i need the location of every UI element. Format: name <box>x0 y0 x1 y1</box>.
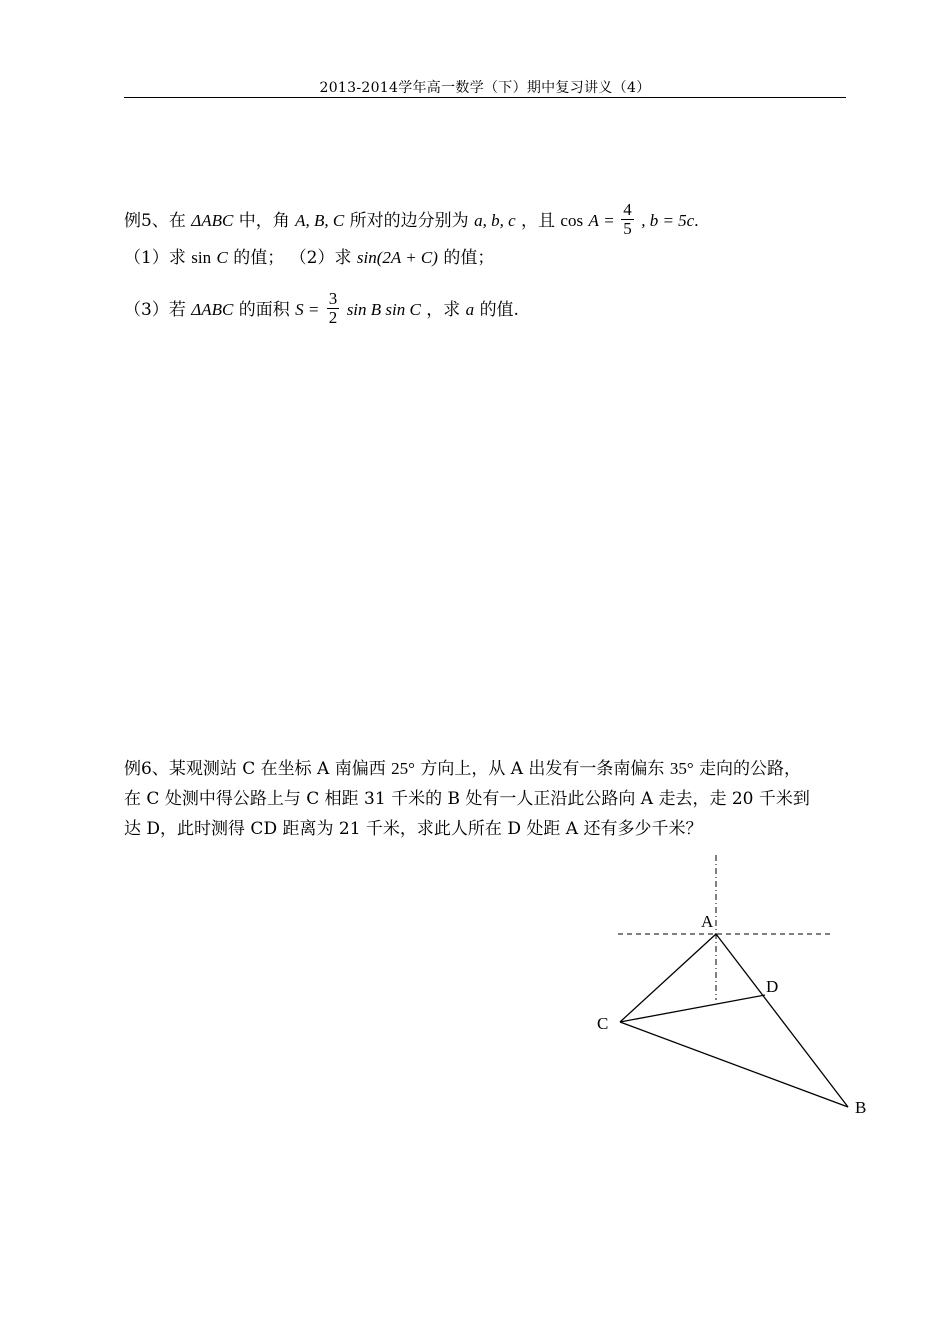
fraction-4-5 <box>621 201 634 238</box>
sides-vars: a, b, c <box>474 211 516 230</box>
frac-numerator: 3 <box>328 289 338 308</box>
segment-CD <box>620 995 765 1022</box>
q3-text-find: ，求 <box>426 300 461 320</box>
intro-text-mid2: 所对的边分别为 <box>349 211 469 231</box>
triangle-diagram <box>580 850 880 1130</box>
intro-text-mid3: ，且 <box>521 211 556 231</box>
label-A: A <box>701 912 714 931</box>
q3-text-area: 的面积 <box>238 300 290 320</box>
example6-line1 <box>124 758 801 780</box>
q1-suffix: 的值； <box>233 248 285 268</box>
q3-var: a <box>465 300 475 319</box>
q2-expression: sin(2A + C) <box>356 248 438 267</box>
frac-numerator: 4 <box>623 200 632 219</box>
frac-denominator: 5 <box>623 219 632 238</box>
q2-label: （2）求 <box>289 248 352 268</box>
q1-sin: sin <box>191 248 212 267</box>
example6-line3: 达 D，此时测得 CD 距离为 21 千米，求此人所在 D 处距 A 还有多少千米？ <box>124 819 703 839</box>
ex6-text-a: 例6、某观测站 C 在坐标 A 南偏西 <box>124 759 386 779</box>
q3-suffix: 的值. <box>479 300 519 320</box>
segment-AB <box>716 934 848 1107</box>
label-D: D <box>766 977 779 996</box>
q3-label: （3）若 <box>124 300 186 320</box>
header-rule <box>124 97 846 98</box>
triangle-symbol: ΔABC <box>191 211 234 230</box>
q3-triangle: ΔABC <box>191 300 234 319</box>
q3-expression: sin B sin C <box>346 300 421 319</box>
fraction-3-2 <box>327 290 340 327</box>
angle-25: 25° <box>391 759 415 778</box>
example6-line2: 在 C 处测中得公路上与 C 相距 31 千米的 B 处有一人正沿此公路向 A 走去，走 20 千米到 <box>124 789 810 809</box>
ex6-text-b: 方向上，从 A 出发有一条南偏东 <box>420 759 665 779</box>
segment-CB <box>620 1022 848 1107</box>
angles-vars: A, B, C <box>295 211 345 230</box>
ex6-text-c: 走向的公路， <box>699 759 802 779</box>
label-C: C <box>597 1014 609 1033</box>
angle-35: 35° <box>669 759 694 778</box>
cos-var: A <box>588 211 599 230</box>
q3-S: S = <box>295 300 320 319</box>
condition-b-5c: , b = 5c <box>641 211 695 230</box>
example5-intro: 例5、在 ΔABC 中，角 A, B, C 所对的边分别为 a, b, c ，且 cos A = $\frac{4}{5}$ , b = 5c. <box>124 200 699 238</box>
frac-denominator: 2 <box>328 308 338 327</box>
label-B: B <box>855 1098 867 1117</box>
segment-AC <box>620 934 716 1022</box>
q1-label: （1）求 <box>124 248 186 268</box>
equals-sign: = <box>604 211 614 230</box>
example5-q3 <box>124 289 519 329</box>
page-header-title: 2013-2014学年高一数学（下）期中复习讲义（4） <box>319 80 651 96</box>
example5-q1-q2 <box>124 247 494 269</box>
intro-text-mid: 中，角 <box>238 211 290 231</box>
q2-suffix: 的值； <box>443 248 495 268</box>
q1-var: C <box>216 248 228 267</box>
cos-func: cos <box>560 211 584 230</box>
example5-label: 例5、在 <box>124 211 186 231</box>
